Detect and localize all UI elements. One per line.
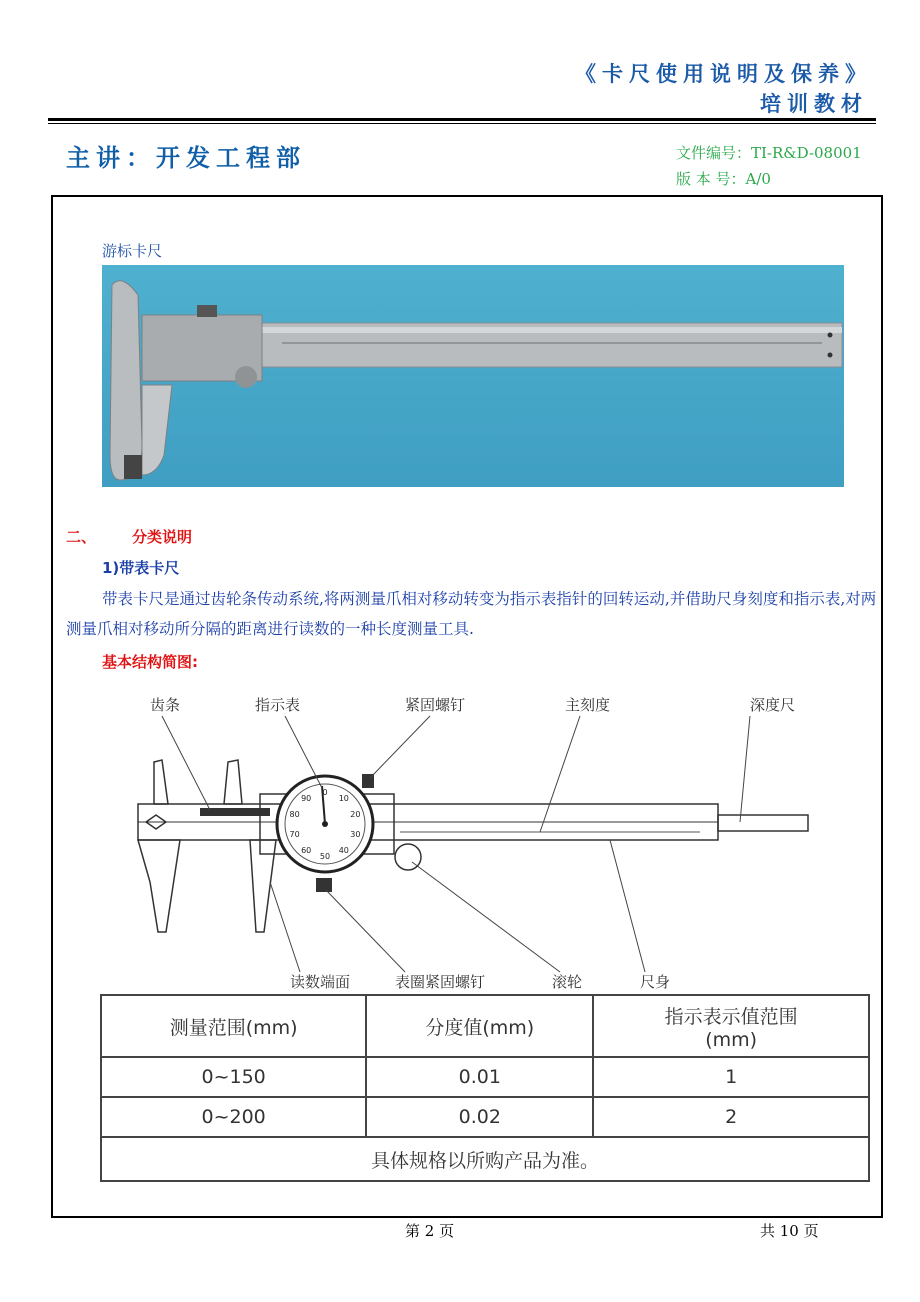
section-number: 二、 (66, 528, 97, 546)
cell-dial-range: 2 (593, 1097, 869, 1137)
label-roller: 滚轮 (552, 973, 583, 991)
document-title: 《卡尺使用说明及保养》 (575, 62, 872, 86)
doc-number: 文件编号：TI-R&D-08001 (676, 144, 862, 162)
description-paragraph: 带表卡尺是通过齿轮条传动系统,将两测量爪相对移动转变为指示表指针的回转运动,并借助尺身刻度和指示表,对两测量爪相对移动所分隔的距离进行读数的一种长度测量工具. (66, 590, 877, 638)
spec-table (100, 994, 870, 1182)
header-dial-range-line1: 指示表示值范围 (664, 1005, 798, 1028)
label-rack: 齿条 (150, 696, 181, 714)
doc-version: 版 本 号：A/0 (676, 170, 771, 188)
label-beam: 尺身 (640, 973, 671, 991)
dial-number: 80 (289, 810, 300, 820)
header-range: 测量范围(mm) (101, 995, 366, 1057)
document-subtitle: 培训教材 (760, 92, 868, 116)
cell-dial-range: 1 (593, 1057, 869, 1097)
section-heading (66, 526, 192, 547)
table-note: 具体规格以所购产品为准。 (101, 1137, 869, 1181)
table-row (101, 1057, 869, 1097)
photo-caption: 游标卡尺 (102, 242, 163, 260)
dial-number: 20 (350, 810, 361, 820)
table-row (101, 1097, 869, 1137)
footer-total-pages: 共 10 页 (760, 1222, 819, 1240)
dial-number: 30 (350, 829, 361, 839)
caliper-photo-illustration (102, 265, 844, 487)
cell-range: 0~150 (101, 1057, 366, 1097)
vernier-caliper-photo (102, 265, 844, 487)
header-rule-thick (48, 118, 876, 121)
structure-title: 基本结构简图: (102, 653, 198, 671)
subsection-title: 1)带表卡尺 (102, 559, 180, 577)
label-lock-screw: 紧固螺钉 (405, 696, 466, 714)
footer-page-number: 第 2 页 (405, 1222, 455, 1240)
cell-resolution: 0.02 (366, 1097, 593, 1137)
header-resolution: 分度值(mm) (366, 995, 593, 1057)
dial-number: 50 (319, 852, 331, 861)
header-dial-range-line2: (mm) (705, 1028, 758, 1051)
dial-caliper-diagram (100, 682, 840, 992)
header-rule-thin (48, 123, 876, 124)
header-dial-range (593, 995, 869, 1057)
label-main-scale: 主刻度 (565, 696, 611, 714)
label-dial: 指示表 (255, 696, 301, 714)
label-bezel-screw: 表圈紧固螺钉 (395, 973, 486, 991)
dial-number: 90 (301, 794, 312, 804)
table-note-row (101, 1137, 869, 1181)
label-reading-face: 读数端面 (290, 973, 351, 991)
dial-number: 70 (289, 829, 300, 839)
label-depth-rod: 深度尺 (750, 696, 796, 714)
dial-number: 60 (301, 845, 312, 855)
dial-number: 0 (322, 788, 328, 797)
dial-number: 10 (338, 794, 349, 804)
lecturer: 主讲：开发工程部 (66, 144, 306, 172)
dial-number: 40 (338, 845, 349, 855)
cell-range: 0~200 (101, 1097, 366, 1137)
section-title: 分类说明 (132, 528, 193, 546)
table-header-row (101, 995, 869, 1057)
cell-resolution: 0.01 (366, 1057, 593, 1097)
